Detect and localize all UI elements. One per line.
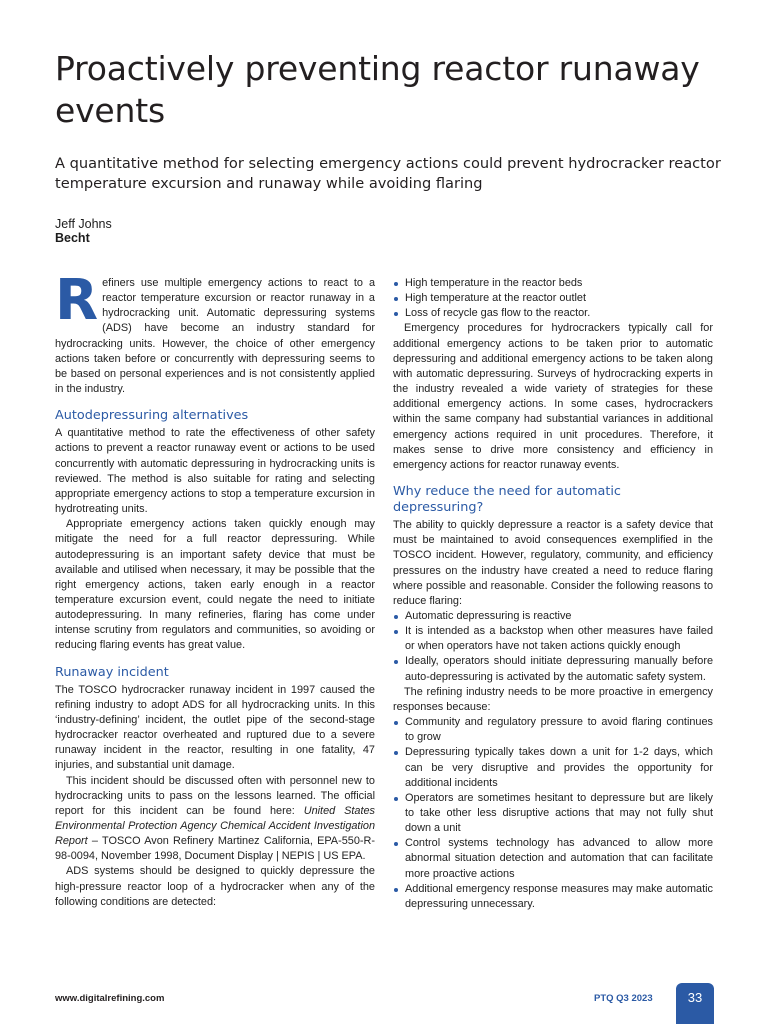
list-item: Depressuring typically takes down a unit for 1-2 days, which can be very disruptive and provides the opportunity for additional incidents [393,745,713,790]
footer-website[interactable]: www.digitalrefining.com [55,993,165,1004]
article-subtitle: A quantitative method for selecting emergency actions could prevent hydrocracker reactor temperature excursion and runaway while avoiding flaring [55,155,721,192]
paragraph: The refining industry needs to be more proactive in emergency responses because: [393,685,713,713]
list-item: Additional emergency response measures may make automatic depressuring unnecessary. [393,882,713,912]
list-item: Automatic depressuring is reactive [393,609,713,624]
proactive-list [393,715,713,912]
right-column [393,276,713,912]
list-item: Community and regulatory pressure to avoid flaring continues to grow [393,715,713,745]
list-item: Ideally, operators should initiate depressuring manually before auto-depressuring is activated by the automatic safety system. [393,654,713,684]
article-title: Proactively preventing reactor runaway events [55,49,700,130]
list-item: Operators are sometimes hesitant to depressure but are likely to take other less disruptive actions that may not fully shut down a unit [393,791,713,836]
paragraph: Emergency procedures for hydrocrackers typically call for additional emergency actions to be taken prior to automatic depressuring and additional emergency actions to be taken along with automatic depressuring. Surveys of hydrocracking experts in the industry revealed a wide variety of strategies for these additional emergency actions. In some cases, hydrocrackers within the same company had substantial variances in additional emergency actions required in unit procedures. Therefore, it makes sense to drive more consistency and efficiency in emergency actions for reactor runaway events. [393,322,713,471]
conditions-list [393,276,713,321]
paragraph: The ability to quickly depressure a reactor is a safety device that must be maintained to avoid consequences exemplified in the TOSCO incident. However, regulatory, community, and efficiency pressures on the industry have created a need to reduce flaring where possible and reasonable. Consider the following reasons to reduce flaring: [393,519,713,607]
section-heading-autodepressuring: Autodepressuring alternatives [55,408,249,424]
list-item: High temperature in the reactor beds [393,276,713,291]
drop-cap: R [55,268,99,333]
list-item: High temperature at the reactor outlet [393,291,713,306]
list-item: It is intended as a backstop when other measures have failed or when operators have not taken actions quickly enough [393,624,713,654]
reasons-list [393,609,713,685]
author-organization: Becht [55,231,90,245]
paragraph: ADS systems should be designed to quickly depressure the high-pressure reactor loop of a hydrocracker when any of the following conditions are detected: [55,865,375,908]
paragraph: A quantitative method to rate the effectiveness of other safety actions to prevent a reactor runaway event or actions to be used concurrently with automatic depressuring in hydrocracking units is reviewed. The method is also suitable for rating and selecting appropriate emergency actions to stop a temperature excursion in hydrotreating units. [55,427,375,516]
paragraph: Appropriate emergency actions taken quickly enough may mitigate the need for a full reactor depressuring. While autodepressuring is an important safety device that must be available and utilised when necessary, it may be possible that the right emergency actions, taken early enough in a reactor temperature excursion event, could negate the need to initiate autodepressuring. In many refineries, flaring has come under intense scrutiny from regulators and communities, so avoiding or reducing flaring events has great value. [55,518,375,652]
page-number: 33 [676,983,714,1024]
left-column [55,268,375,910]
report-title: United States Environmental Protection Agency Chemical Accident Investigation Report [55,804,375,848]
paragraph-report-reference: This incident should be discussed often with personnel new to hydrocracking units to pass on the lessons learned. The official report for this incident can be found here: United States Environmental Protection Agency Chemical Accident Investigation Report – TOSCO Avon Refinery Martinez California, EPA-550-R-98-0094, November 1998, Document Display | NEPIS | US EPA. [55,774,375,863]
footer-issue: PTQ Q3 2023 [594,993,653,1004]
list-item: Control systems technology has advanced to allow more abnormal situation detection and automation that can facilitate more proactive actions [393,836,713,881]
section-heading-why-reduce: Why reduce the need for automatic depressuring? [393,484,621,516]
author-name: Jeff Johns [55,217,112,231]
section-heading-runaway-incident: Runaway incident [55,664,169,680]
paragraph: The TOSCO hydrocracker runaway incident in 1997 caused the refining industry to adopt ADS for all hydrocracking units. In this ‘industry-defining’ incident, the outlet pipe of the second-stage hydrocracker reactor overheated and ruptured due to a severe runaway incident in the reactor, resulting in one fatality, 47 injuries, and substantial unit damage. [55,683,375,772]
intro-paragraph: Refiners use multiple emergency actions to react to a reactor temperature excursion or reactor runaway in a hydrocracking unit. Automatic depressuring systems (ADS) have become an industry standard for hydrocracking units. However, the choice of other emergency actions taken before or concurrently with depressuring seems to be based on personal experiences and is not consistently applied in the industry. [55,268,375,396]
list-item: Loss of recycle gas flow to the reactor. [393,306,713,321]
